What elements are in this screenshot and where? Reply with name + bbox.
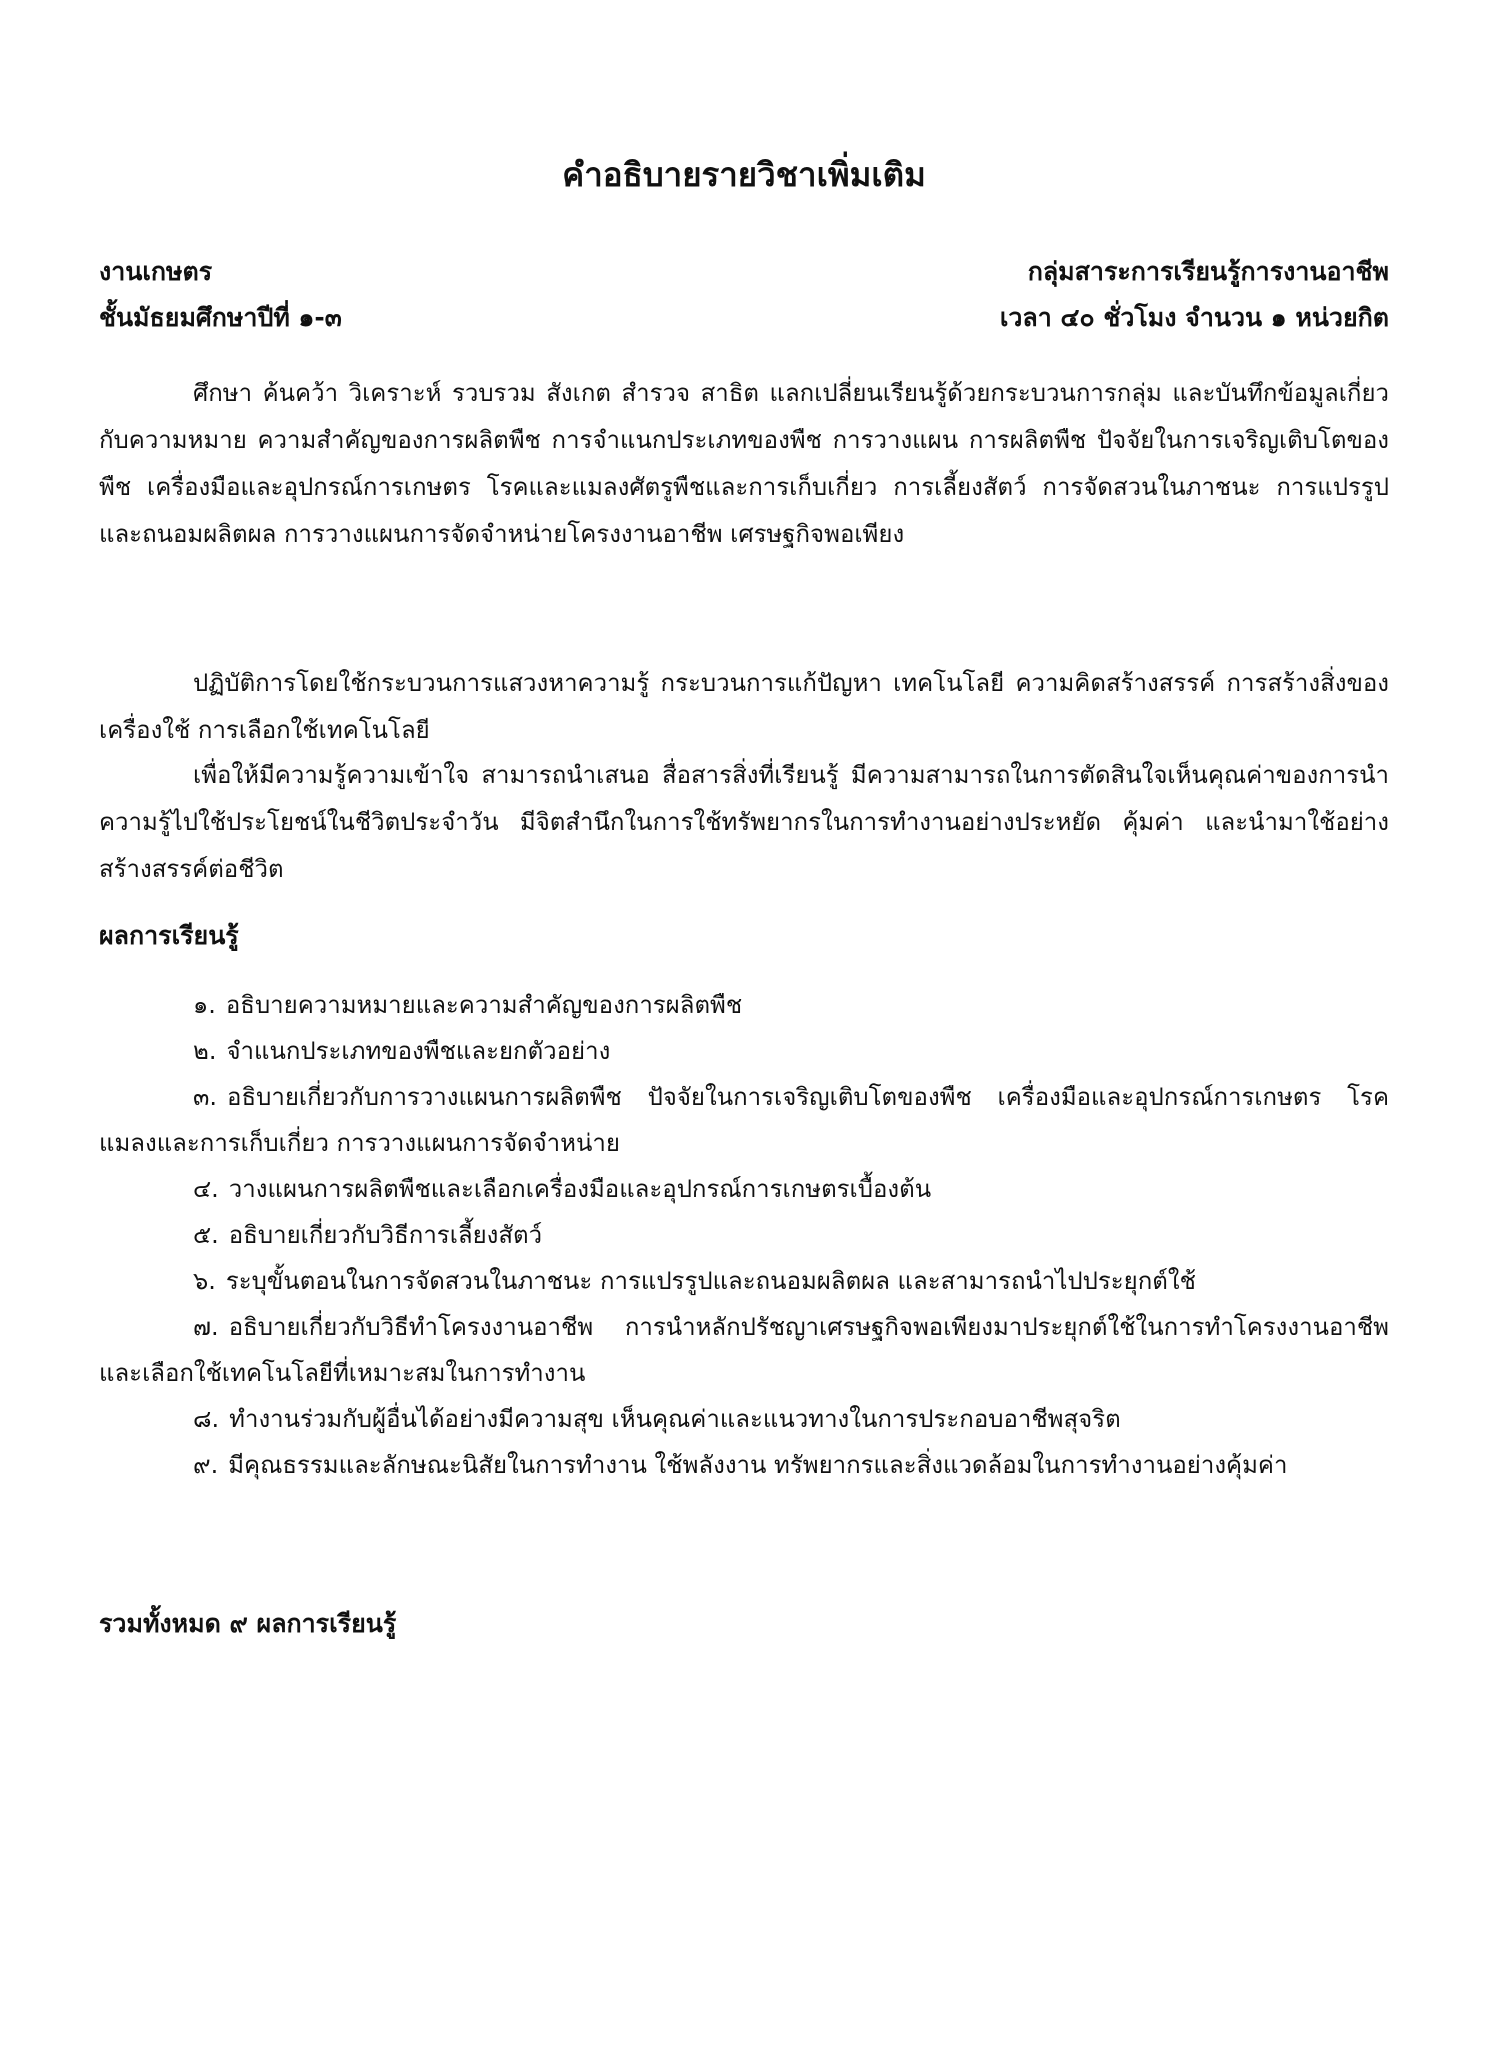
outcome-item-5 (99, 1212, 1389, 1258)
description-paragraph-1: ศึกษา ค้นคว้า วิเคราะห์ รวบรวม สังเกต สำรวจ สาธิต แลกเปลี่ยนเรียนรู้ด้วยกระบวนการกลุ่ม และบันทึกข้อมูลเกี่ยวกับความหมาย ความสำคัญของการผลิตพืช การจำแนกประเภทของพืช การวางแผน การผลิตพืช ปัจจัยในการเจริญเติบโตของพืช เครื่องมือและอุปกรณ์การเกษตร โรคและแมลงศัตรูพืชและการเก็บเกี่ยว การเลี้ยงสัตว์ การจัดสวนในภาชนะ การแปรรูปและถนอมผลิตผล การวางแผนการจัดจำหน่ายโครงงานอาชีพ เศรษฐกิจพอเพียง (99, 379, 1389, 548)
outcome-number: ๙. (193, 1451, 219, 1479)
outcome-number: ๔. (193, 1175, 219, 1203)
outcome-item-9 (99, 1442, 1389, 1488)
outcome-item-3 (99, 1074, 1389, 1166)
description-paragraph-2: ปฏิบัติการโดยใช้กระบวนการแสวงหาความรู้ กระบวนการแก้ปัญหา เทคโนโลยี ความคิดสร้างสรรค์ การสร้างสิ่งของเครื่องใช้ การเลือกใช้เทคโนโลยี (99, 669, 1389, 744)
outcomes-heading: ผลการเรียนรู้ (99, 921, 239, 950)
outcome-item-6 (99, 1258, 1389, 1304)
outcome-number: ๘. (193, 1405, 220, 1433)
outcome-number: ๕. (193, 1221, 219, 1249)
outcome-text: จำแนกประเภทของพืชและยกตัวอย่าง (226, 1037, 611, 1065)
outcome-text: อธิบายเกี่ยวกับวิธีการเลี้ยงสัตว์ (228, 1221, 543, 1249)
learning-area: กลุ่มสาระการเรียนรู้การงานอาชีพ (1027, 257, 1389, 286)
description-paragraph-3: เพื่อให้มีความรู้ความเข้าใจ สามารถนำเสนอ สื่อสารสิ่งที่เรียนรู้ มีความสามารถในการตัดสินใจเห็นคุณค่าของการนำความรู้ไปใช้ประโยชน์ในชีวิตประจำวัน มีจิตสำนึกในการใช้ทรัพยากรในการทำงานอย่างประหยัด คุ้มค่า และนำมาใช้อย่างสร้างสรรค์ต่อชีวิต (99, 761, 1389, 883)
outcome-text: ระบุขั้นตอนในการจัดสวนในภาชนะ การแปรรูปและถนอมผลิตผล และสามารถนำไปประยุกต์ใช้ (225, 1267, 1196, 1295)
outcome-text: ทำงานร่วมกับผู้อื่นได้อย่างมีความสุข เห็นคุณค่าและแนวทางในการประกอบอาชีพสุจริต (229, 1405, 1121, 1433)
outcome-number: ๗. (193, 1313, 219, 1341)
outcome-text: อธิบายเกี่ยวกับการวางแผนการผลิตพืช ปัจจัยในการเจริญเติบโตของพืช เครื่องมือและอุปกรณ์การเกษตร โรคแมลงและการเก็บเกี่ยว การวางแผนการจัดจำหน่าย (99, 1083, 1389, 1157)
document-page (99, 0, 1389, 2047)
subject-name: งานเกษตร (99, 257, 213, 286)
outcomes-list (99, 982, 1389, 1488)
outcome-text: อธิบายความหมายและความสำคัญของการผลิตพืช (225, 991, 743, 1019)
grade-level: ชั้นมัธยมศึกษาปีที่ ๑-๓ (99, 303, 342, 332)
outcome-number: ๓. (193, 1083, 218, 1111)
outcome-item-8 (99, 1396, 1389, 1442)
outcomes-total: รวมทั้งหมด ๙ ผลการเรียนรู้ (99, 1609, 397, 1638)
header-row-1 (99, 251, 1389, 293)
header-row-2 (99, 297, 1389, 339)
outcome-item-7 (99, 1304, 1389, 1396)
outcome-text: มีคุณธรรมและลักษณะนิสัยในการทำงาน ใช้พลังงาน ทรัพยากรและสิ่งแวดล้อมในการทำงานอย่างคุ้มค่า (228, 1451, 1288, 1479)
document-title: คำอธิบายรายวิชาเพิ่มเติม (562, 155, 926, 194)
outcome-text: วางแผนการผลิตพืชและเลือกเครื่องมือและอุปกรณ์การเกษตรเบื้องต้น (228, 1175, 932, 1203)
outcome-item-1 (99, 982, 1389, 1028)
time-and-credits: เวลา ๔๐ ชั่วโมง จำนวน ๑ หน่วยกิต (999, 303, 1389, 332)
outcome-number: ๑. (193, 991, 216, 1019)
outcome-number: ๖. (193, 1267, 216, 1295)
outcome-number: ๒. (193, 1037, 217, 1065)
outcome-item-2 (99, 1028, 1389, 1074)
outcome-item-4 (99, 1166, 1389, 1212)
outcome-text: อธิบายเกี่ยวกับวิธีทำโครงงานอาชีพ การนำหลักปรัชญาเศรษฐกิจพอเพียงมาประยุกต์ใช้ในการทำโครงงานอาชีพและเลือกใช้เทคโนโลยีที่เหมาะสมในการทำงาน (99, 1313, 1389, 1387)
